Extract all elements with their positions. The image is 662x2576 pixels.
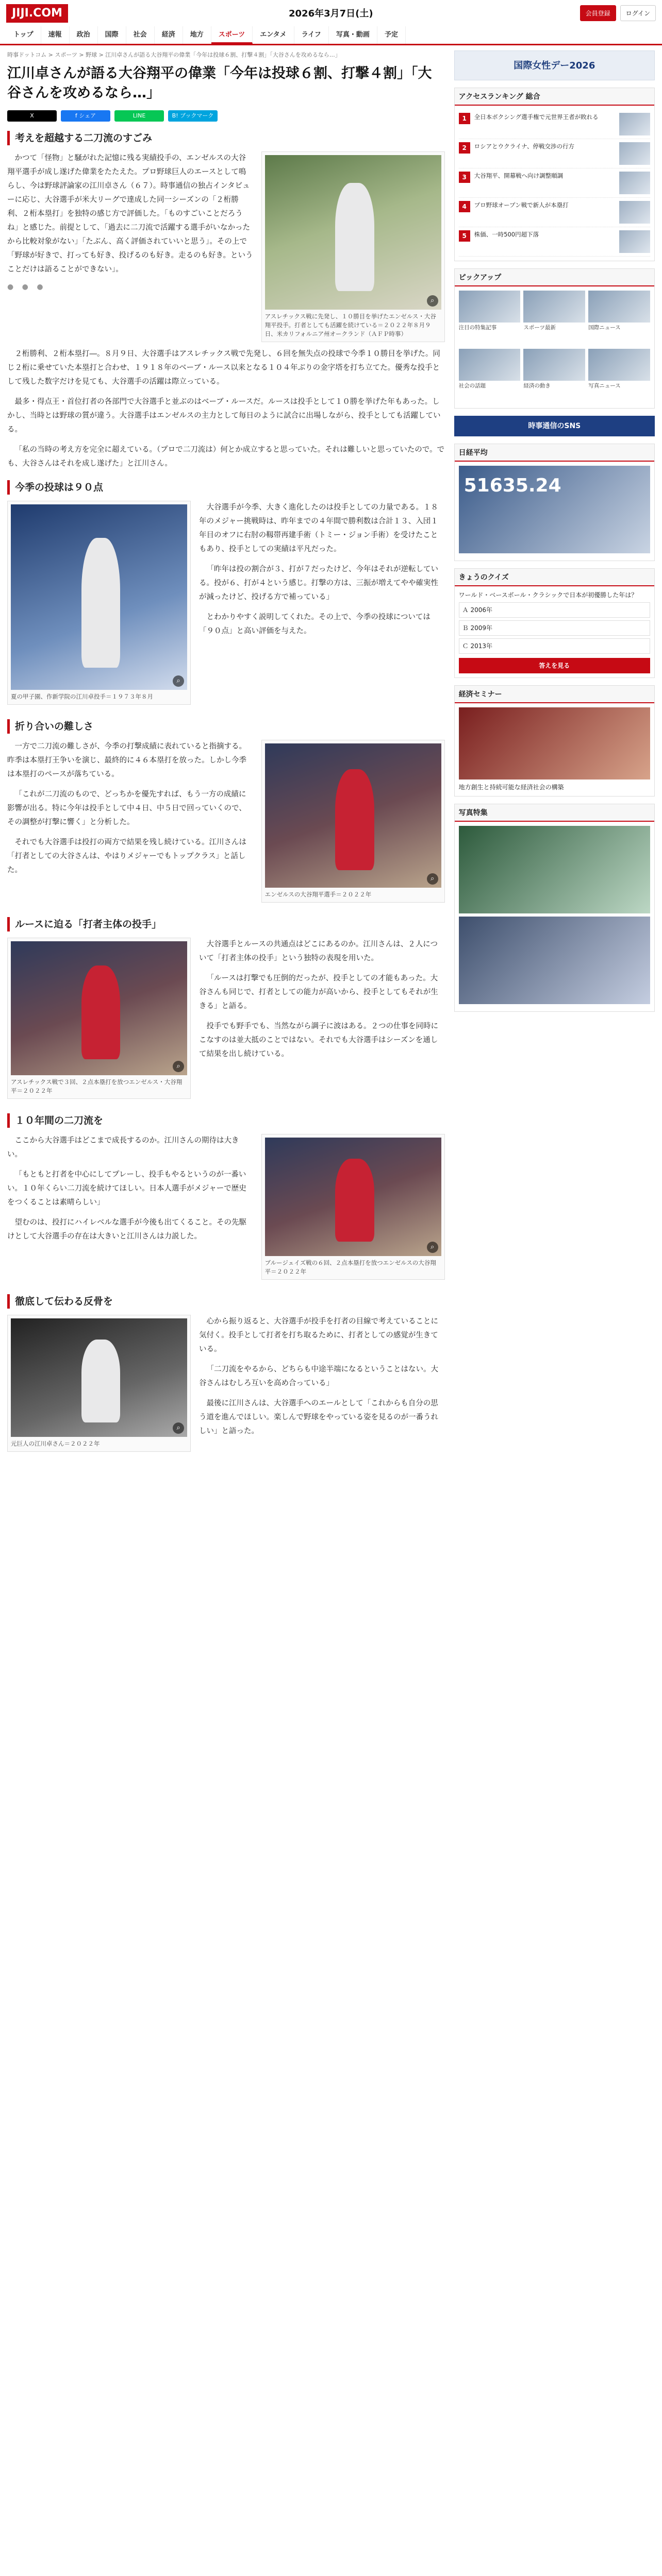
- seminar-title: 経済セミナー: [455, 686, 654, 703]
- header-date: 2026年3月7日(土): [289, 8, 373, 19]
- seminar-image[interactable]: [459, 707, 650, 779]
- ad-banner[interactable]: 国際女性デー2026: [454, 50, 655, 80]
- nav-photo[interactable]: 写真・動画: [329, 26, 377, 44]
- section-heading: 折り合いの難しさ: [7, 719, 445, 734]
- article-title: 江川卓さんが語る大谷翔平の偉業「今年は投球６割、打撃４割」「大谷さんを攻めるなら…」: [7, 65, 432, 101]
- figure-caption: エンゼルスの大谷翔平選手＝２０２２年: [264, 891, 372, 898]
- article-paragraph: 望むのは、投打にハイレベルな選手が今後も出てくること。その先駆けとして大谷選手の存在は大きいと江川さんは力説した。: [7, 1218, 246, 1241]
- main-nav: [0, 26, 662, 44]
- quiz-question: ワールド・ベースボール・クラシックで日本が初優勝した年は？: [458, 591, 638, 599]
- quiz-answer-button[interactable]: 答えを見る: [459, 658, 650, 673]
- figure-image[interactable]: [265, 155, 441, 310]
- paragraph-dots: ● ● ●: [7, 283, 46, 291]
- figure-image[interactable]: [265, 743, 441, 888]
- figure-caption: 夏の甲子園、作新学院の江川卓投手＝１９７３年８月: [11, 693, 153, 700]
- ranking-thumb: [619, 113, 650, 135]
- share-bar: [7, 110, 445, 122]
- quiz-box: [454, 568, 655, 678]
- article-paragraph: ここから大谷選手はどこまで成長するのか。江川さんの期待は大きい。: [7, 1137, 239, 1159]
- ranking-thumb: [619, 172, 650, 194]
- login-button[interactable]: ログイン: [620, 5, 656, 21]
- quiz-title: きょうのクイズ: [455, 569, 654, 586]
- article-figure[interactable]: [261, 1134, 445, 1280]
- ranking-title: アクセスランキング 総合: [455, 88, 654, 106]
- zoom-icon[interactable]: ⌕: [173, 1422, 184, 1434]
- article-paragraph: 「昨年は投の割合が３、打が７だったけど、今年はそれが逆転している。投が６、打が４という感じ。打撃の方は、三振が増えてやや確実性が減ったけど、投げる方で補っている」: [199, 565, 438, 601]
- article-paragraph: 大谷選手が今季、大きく進化したのは投手としての力量である。１８年のメジャー挑戦時は、昨年までの４年間で勝利数は合計１３、入団１年目のオフに右肘の靱帯再建手術（トミー・ジョン手術）を受けたこともあり、投手としての実績は平凡だった。: [199, 503, 438, 553]
- zoom-icon[interactable]: ⌕: [173, 675, 184, 687]
- photo-image[interactable]: [459, 826, 650, 913]
- pickup-item[interactable]: 注目の特集記事: [459, 291, 521, 346]
- article-paragraph: とわかりやすく説明してくれた。その上で、今季の投球については「９０点」と高い評価を与えた。: [199, 613, 431, 635]
- section-heading: 考えを超越する二刀流のすごみ: [7, 131, 445, 145]
- zoom-icon[interactable]: ⌕: [427, 1242, 438, 1253]
- share-facebook-button[interactable]: f シェア: [61, 110, 110, 122]
- share-x-button[interactable]: X: [7, 110, 57, 122]
- share-line-button[interactable]: LINE: [114, 110, 164, 122]
- quiz-option[interactable]: Ｃ 2013年: [459, 638, 650, 654]
- article-paragraph: それでも大谷選手は投打の両方で結果を残し続けている。江川さんは「打者としての大谷さんは、やはりメジャーでもトップクラス」と話した。: [7, 838, 246, 874]
- article-paragraph: 「私の当時の考え方を完全に超えている。（プロで二刀流は）何とか成立すると思っていた。それは難しいと思っていたので。でも、大谷さんはそれを成し遂げた」と江川さん。: [7, 446, 444, 468]
- ranking-item[interactable]: 3 大谷翔平、開幕戦へ向け調整順調: [459, 168, 650, 198]
- nav-entertainment[interactable]: エンタメ: [253, 26, 294, 44]
- quiz-option[interactable]: Ａ 2006年: [459, 602, 650, 618]
- article-paragraph: 一方で二刀流の難しさが、今季の打撃成績に表れていると指摘する。昨季は本塁打王争いを演じ、最終的に４６本塁打を放った。しかし今季は本塁打のペースが落ちている。: [7, 742, 246, 778]
- section-heading: 今季の投球は９０点: [7, 480, 445, 495]
- photo-image[interactable]: [459, 917, 650, 1004]
- sns-banner[interactable]: 時事通信のSNS: [454, 416, 655, 436]
- ranking-item[interactable]: 4 プロ野球オープン戦で新人が本塁打: [459, 198, 650, 227]
- photo-title: 写真特集: [455, 804, 654, 822]
- zoom-icon[interactable]: ⌕: [427, 295, 438, 307]
- header-actions: [580, 5, 656, 21]
- nav-economy[interactable]: 経済: [155, 26, 183, 44]
- ranking-box: [454, 88, 655, 261]
- ranking-item[interactable]: 2 ロシアとウクライナ、停戦交渉の行方: [459, 139, 650, 168]
- ranking-thumb: [619, 142, 650, 165]
- article-paragraph: 「ルースは打撃でも圧倒的だったが、投手としての才能もあった。大谷さんも同じで、打者としての能力が高いから、投手としてもそれが生きる」と語る。: [199, 974, 438, 1010]
- market-panel[interactable]: [459, 466, 650, 553]
- nav-breaking[interactable]: 速報: [41, 26, 70, 44]
- nav-life[interactable]: ライフ: [294, 26, 329, 44]
- section-heading: １０年間の二刀流を: [7, 1113, 445, 1128]
- share-hatena-button[interactable]: B! ブックマーク: [168, 110, 218, 122]
- pickup-item[interactable]: 社会の話題: [459, 349, 521, 404]
- quiz-option[interactable]: Ｂ 2009年: [459, 620, 650, 636]
- nav-schedule[interactable]: 予定: [377, 26, 406, 44]
- section-heading: ルースに迫る「打者主体の投手」: [7, 917, 445, 931]
- nav-local[interactable]: 地方: [183, 26, 211, 44]
- nav-sports[interactable]: スポーツ: [211, 26, 253, 44]
- article-column: [7, 50, 445, 1457]
- article-figure[interactable]: [7, 1315, 191, 1452]
- pickup-item[interactable]: 経済の動き: [523, 349, 585, 404]
- article-figure[interactable]: [7, 938, 191, 1099]
- figure-caption: 元巨人の江川卓さん＝２０２２年: [11, 1440, 100, 1447]
- nav-society[interactable]: 社会: [126, 26, 155, 44]
- article-figure[interactable]: [261, 151, 445, 342]
- article-paragraph: 大谷選手とルースの共通点はどこにあるのか。江川さんは、２人について「打者主体の投手」という独特の表現を用いた。: [199, 940, 438, 962]
- ranking-thumb: [619, 230, 650, 253]
- market-value: 51635.24: [464, 475, 561, 496]
- market-title: 日経平均: [455, 444, 654, 462]
- site-header: [0, 0, 662, 45]
- figure-caption: ブルージェイズ戦の６回、２点本塁打を放つエンゼルスの大谷翔平＝２０２２年: [264, 1259, 436, 1275]
- article-figure[interactable]: [261, 740, 445, 903]
- sidebar: [454, 50, 655, 1457]
- ranking-item[interactable]: 5 株価、一時500円超下落: [459, 227, 650, 257]
- article-paragraph: 「二刀流をやるから、どちらも中途半端になるということはない。大谷さんはむしろ互いを高め合っている」: [199, 1365, 438, 1387]
- article-paragraph: 最多・得点王・首位打者の各部門で大谷選手と並ぶのはベーブ・ルースだ。ルースは投手として１０勝を挙げた年もあった。しかし、当時とは野球の質が違う。大谷選手はエンゼルスの主力として毎日のように試合に出場しながら、投手としても活躍している。: [7, 398, 441, 434]
- market-box: [454, 444, 655, 561]
- pickup-title: ピックアップ: [455, 269, 654, 286]
- section-heading: 徹底して伝わる反骨を: [7, 1294, 445, 1309]
- article-paragraph: 「これが二刀流のもので、どっちかを優先すれば、もう一方の成績に影響が出る。特に今年は投手として中４日、中５日で回っていくので、その調整が打撃に響く」と分析した。: [7, 790, 246, 826]
- breadcrumb[interactable]: 時事ドットコム > スポーツ > 野球 > 江川卓さんが語る大谷翔平の偉業「今年は投球６割、打撃４割」「大谷さんを攻めるなら…」: [7, 52, 341, 58]
- register-button[interactable]: 会員登録: [580, 5, 616, 21]
- article-paragraph: 心から振り返ると、大谷選手が投手を打者の目線で考えていることに気付く。投手として打者を打ち取るために、打者としての感覚が生きている。: [199, 1317, 438, 1353]
- article-paragraph: ２桁勝利、２桁本塁打―。８月９日、大谷選手はアスレチックス戦で先発し、６回を無失点の投球で今季１０勝目を挙げた。同じ２桁に乗せていた本塁打と合わせ、１９１８年のベーブ・ルース以来となる１０４年ぶりの金字塔を打ち立てた。優秀な投手として残した数字だけを見ても、大谷選手の活躍は際立っている。: [7, 350, 440, 386]
- seminar-box: [454, 685, 655, 796]
- zoom-icon[interactable]: ⌕: [173, 1061, 184, 1072]
- article-paragraph: 「もともと打者を中心にしてプレーし、投手もやるというのが一番いい。１０年くらい二刀流を続けてほしい。日本人選手がメジャーで歴史をつくることは素晴らしい」: [7, 1171, 246, 1207]
- zoom-icon[interactable]: ⌕: [427, 873, 438, 885]
- article-paragraph: 最後に江川さんは、大谷選手へのエールとして「これからも自分の思う道を進んでほしい。楽しんで野球をやっている姿を見るのが一番うれしい」と語った。: [199, 1399, 438, 1435]
- nav-international[interactable]: 国際: [98, 26, 126, 44]
- photo-box: [454, 804, 655, 1012]
- ranking-thumb: [619, 201, 650, 224]
- figure-image[interactable]: [11, 504, 187, 690]
- figure-image[interactable]: [265, 1138, 441, 1256]
- pickup-item[interactable]: スポーツ最新: [523, 291, 585, 346]
- figure-caption: アスレチックス戦で３回、２点本塁打を放つエンゼルス・大谷翔平＝２０２２年: [11, 1078, 183, 1094]
- figure-caption: アスレチックス戦に先発し、１０勝目を挙げたエンゼルス・大谷翔平投手。打者としても活躍を続けている＝２０２２年８月９日、米カリフォルニア州オークランド（ＡＦＰ時事）: [264, 313, 436, 337]
- article-paragraph: かつて「怪物」と騒がれた記憶に残る実績投手の、エンゼルスの大谷翔平選手が成し遂げた偉業をたたえた。プロ野球巨人のエースとして鳴らし、今は野球評論家の江川卓さん（６７）。時事通信の独占インタビューに応じ、大谷選手が米大リーグで達成した同一シーズンの「２桁勝利、２桁本塁打」を独特の感じ方で評価した。「ものすごいことだろうね」と感じた。前提として、「過去に二刀流で活躍する選手がいなかったから比較対象がない」「たぶん、高く評価されていいと思う」。その上で「野球が好きで、打っても好き、投げるのも好き。走るのも好き。ということだけは語ることができない」。: [7, 154, 253, 274]
- figure-image[interactable]: [11, 941, 187, 1075]
- nav-top[interactable]: トップ: [6, 26, 41, 44]
- pickup-box: [454, 268, 655, 409]
- figure-image[interactable]: [11, 1318, 187, 1437]
- site-logo[interactable]: JIJI.COM: [6, 4, 68, 23]
- article-figure[interactable]: [7, 501, 191, 705]
- pickup-item[interactable]: 国際ニュース: [588, 291, 650, 346]
- seminar-text[interactable]: 地方創生と持続可能な経済社会の構築: [458, 784, 564, 791]
- ranking-item[interactable]: 1 全日本ボクシング選手権で元世界王者が敗れる: [459, 110, 650, 139]
- nav-politics[interactable]: 政治: [70, 26, 98, 44]
- article-paragraph: 投手でも野手でも、当然ながら調子に波はある。２つの仕事を同時にこなすのは並大抵のことではない。それでも大谷選手はシーズンを通して結果を出し続けている。: [199, 1022, 438, 1058]
- pickup-item[interactable]: 写真ニュース: [588, 349, 650, 404]
